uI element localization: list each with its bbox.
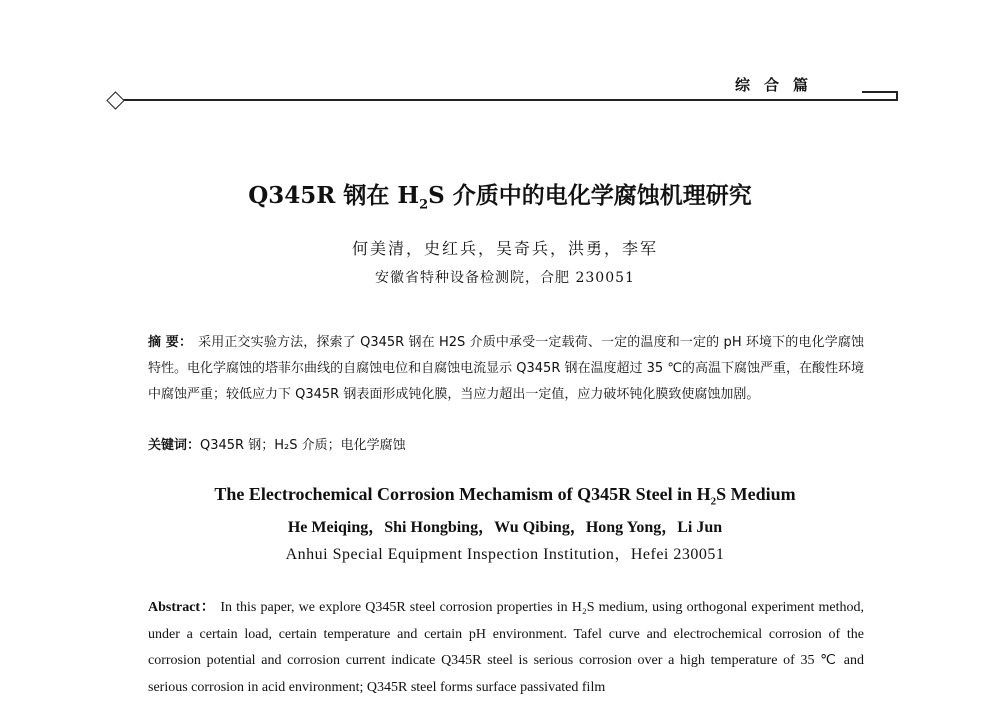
paper-title-en: The Electrochemical Corrosion Mechamism of Q345R Steel in $H_2S$ Medium [214,484,796,508]
keywords-cn-text: Q345R 钢；H₂S 介质；电化学腐蚀 [200,438,406,453]
keywords-cn-label: 关键词： [148,438,201,453]
authors-cn: 何美清，史红兵，吴奇兵，洪勇，李军 [351,239,658,258]
diamond-icon [106,91,124,109]
header-rule-tab-edge [896,91,898,101]
section-tag: 综合篇 [735,76,823,94]
abstract-en-label: Abstract： [148,600,216,615]
affiliation-en: Anhui Special Equipment Inspection Institution，Hefei 230051 [285,546,725,563]
abstract-en [148,595,864,701]
paper-title-cn: Q345R 钢在 $H_2S$ 介质中的电化学腐蚀机理研究 [248,182,752,213]
header-rule [122,99,898,101]
abstract-cn-text: 采用正交实验方法，探索了 Q345R 钢在 H2S 介质中承受一定载荷、一定的温度和一定的 pH 环境下的电化学腐蚀特性。电化学腐蚀的塔菲尔曲线的自腐蚀电位和自腐蚀电流显示 Q345R 钢在温度超过 35 ℃的高温下腐蚀严重，在酸性环境中腐蚀严重；较低应力下 Q345R 钢表面形成钝化膜，当应力超出一定值，应力破坏钝化膜致使腐蚀加剧。 [148,335,865,402]
abstract-cn-label: 摘 要： [148,335,193,350]
authors-en: He Meiqing，Shi Hongbing，Wu Qibing，Hong Yong，Li Jun [287,519,723,536]
abstract-cn [148,330,864,408]
abstract-en-text: In this paper, we explore Q345R steel corrosion properties in H₂S medium, using orthogonal experiment method, under a certain load, certain temperature and certain pH environment. Tafel curve and electrochemical corrosion of the corrosion potential and corrosion current indicate Q345R steel is serious corrosion over a high temperature of 35 ℃ and serious corrosion in acid environment; Q345R steel forms surface passivated film [148,600,864,695]
keywords-cn [148,434,406,453]
header-rule-tab [862,91,898,93]
affiliation-cn: 安徽省特种设备检测院，合肥 230051 [375,270,635,286]
